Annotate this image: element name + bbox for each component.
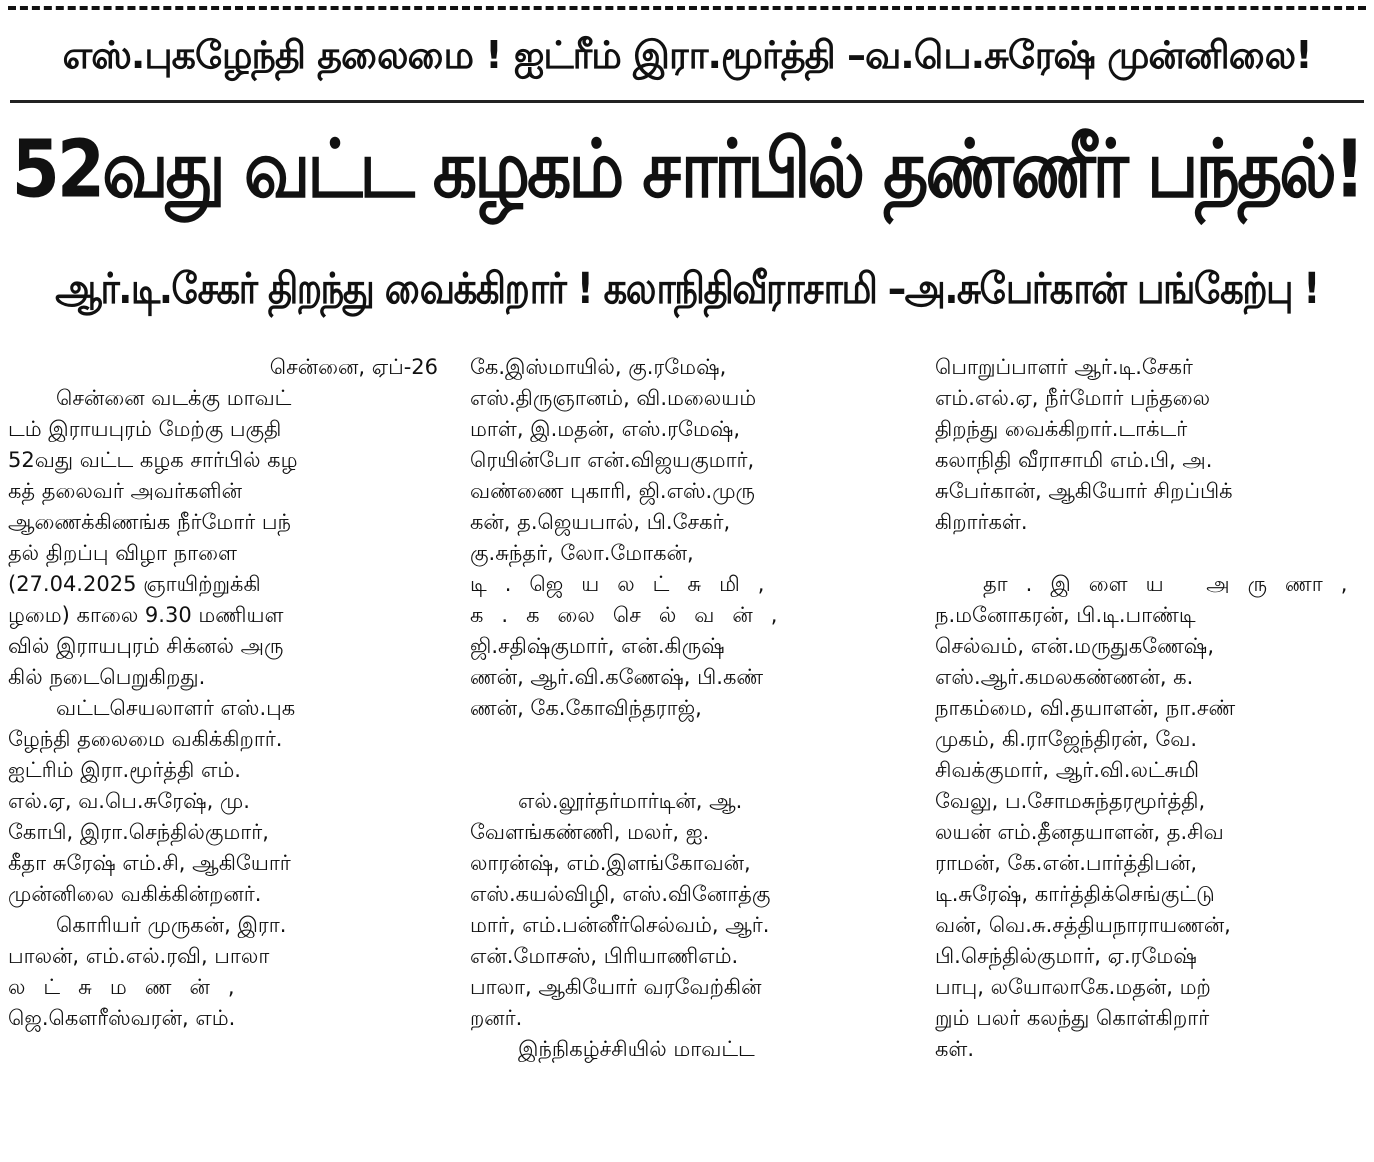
text-line: எஸ்.திருஞானம், வி.மலையம் bbox=[470, 386, 757, 410]
text-line: க.கலைசெல்வன், bbox=[470, 603, 796, 627]
kicker-line: எஸ்.புகழேந்தி தலைமை ! ஐட்ரீம் இரா.மூர்த்தி –வ.பெ.சுரேஷ் முன்னிலை! bbox=[62, 33, 1312, 77]
text-line: சுபேர்கான், ஆகியோர் சிறப்பிக் bbox=[935, 479, 1233, 503]
text-line: ணன், கே.கோவிந்தராஜ், bbox=[470, 696, 702, 720]
text-line: கே.இஸ்மாயில், கு.ரமேஷ், bbox=[470, 355, 727, 379]
text-line: கத் தலைவர் அவர்களின் bbox=[8, 479, 242, 503]
text-line: ஜி.சதிஷ்குமார், என்.கிருஷ் bbox=[470, 634, 725, 658]
text-line: றும் பலர் கலந்து கொள்கிறார் bbox=[935, 1006, 1210, 1030]
article-column-3 bbox=[935, 352, 1365, 1157]
text-line: பொறுப்பாளர் ஆர்.டி.சேகர் bbox=[935, 355, 1193, 379]
paragraph-gap bbox=[470, 724, 900, 755]
text-line: ழமை) காலை 9.30 மணியள bbox=[8, 603, 284, 627]
paragraph-gap bbox=[935, 538, 1365, 569]
paragraph-gap bbox=[470, 755, 900, 786]
text-line: ஜெ.கௌரீஸ்வரன், எம். bbox=[8, 1006, 236, 1030]
text-line: கில் நடைபெறுகிறது. bbox=[8, 665, 206, 689]
text-line: கலாநிதி வீராசாமி எம்.பி, அ. bbox=[935, 448, 1213, 472]
text-line: லட்சுமணன், bbox=[8, 975, 253, 999]
text-line: டம் இராயபுரம் மேற்கு பகுதி bbox=[8, 417, 282, 441]
text-line: பாலா, ஆகியோர் வரவேற்கின் bbox=[470, 975, 762, 999]
text-line: (27.04.2025 ஞாயிற்றுக்கி bbox=[8, 572, 261, 596]
text-line: வில் இராயபுரம் சிக்னல் அரு bbox=[8, 634, 284, 658]
article-column-2 bbox=[470, 352, 900, 1157]
text-line: வட்டசெயலாளர் எஸ்.புக bbox=[56, 696, 296, 720]
text-line: செல்வம், என்.மருதுகணேஷ், bbox=[935, 634, 1214, 658]
text-line: எல்.ஏ, வ.பெ.சுரேஷ், மு. bbox=[8, 789, 250, 813]
text-line: நாகம்மை, வி.தயாளன், நா.சண் bbox=[935, 696, 1236, 720]
text-line: தா.இளைய அருணா, bbox=[983, 572, 1365, 596]
text-line: சிவக்குமார், ஆர்.வி.லட்சுமி bbox=[935, 758, 1199, 782]
top-dashed-border bbox=[8, 6, 1366, 10]
text-line: கன், த.ஜெயபால், பி.சேகர், bbox=[470, 510, 731, 534]
text-line: ஆணைக்கிணங்க நீர்மோர் பந் bbox=[8, 510, 291, 534]
text-line: எம்.எல்.ஏ, நீர்மோர் பந்தலை bbox=[935, 386, 1211, 410]
text-line: வன், வெ.சு.சத்தியநாராயணன், bbox=[935, 913, 1231, 937]
headline: 52வது வட்ட கழகம் சார்பில் தண்ணீர் பந்தல்! bbox=[11, 123, 1363, 216]
text-line: வேளங்கண்ணி, மலர், ஐ. bbox=[470, 820, 710, 844]
text-line: தல் திறப்பு விழா நாளை bbox=[8, 541, 237, 565]
text-line: ரெயின்போ என்.விஜயகுமார், bbox=[470, 448, 755, 472]
text-line: மார், எம்.பன்னீர்செல்வம், ஆர். bbox=[470, 913, 770, 937]
text-line: ணன், ஆர்.வி.கணேஷ், பி.கண் bbox=[470, 665, 764, 689]
text-line: சென்னை வடக்கு மாவட் bbox=[56, 386, 292, 410]
text-line: எஸ்.கயல்விழி, எஸ்.வினோத்கு bbox=[470, 882, 771, 906]
text-line: வேலு, ப.சோமசுந்தரமூர்த்தி, bbox=[935, 789, 1206, 813]
text-line: கிறார்கள். bbox=[935, 510, 1028, 534]
text-line: பாலன், எம்.எல்.ரவி, பாலா bbox=[8, 944, 270, 968]
text-line: கோபி, இரா.செந்தில்குமார், bbox=[8, 820, 269, 844]
text-line: ந.மனோகரன், பி.டி.பாண்டி bbox=[935, 603, 1196, 627]
text-line: றனர். bbox=[470, 1006, 523, 1030]
text-line: முன்னிலை வகிக்கின்றனர். bbox=[8, 882, 262, 906]
text-line: ழேந்தி தலைமை வகிக்கிறார். bbox=[8, 727, 283, 751]
text-line: எஸ்.ஆர்.கமலகண்ணன், க. bbox=[935, 665, 1194, 689]
text-line: டி.ஜெயலட்சுமி, bbox=[470, 572, 783, 596]
text-line: கள். bbox=[935, 1037, 975, 1061]
text-line: லயன் எம்.தீனதயாளன், த.சிவ bbox=[935, 820, 1224, 844]
text-line: மாள், இ.மதன், எஸ்.ரமேஷ், bbox=[470, 417, 741, 441]
text-line: டி.சுரேஷ், கார்த்திக்செங்குட்டு bbox=[935, 882, 1215, 906]
text-line: என்.மோசஸ், பிரியாணிஎம். bbox=[470, 944, 739, 968]
text-line: எல்.லூர்தர்மார்டின், ஆ. bbox=[518, 789, 743, 813]
article-column-1 bbox=[8, 352, 438, 1157]
text-line: வண்ணை புகாரி, ஜி.எஸ்.முரு bbox=[470, 479, 756, 503]
text-line: பி.செந்தில்குமார், ஏ.ரமேஷ் bbox=[935, 944, 1197, 968]
text-line: 52வது வட்ட கழக சார்பில் கழ bbox=[8, 448, 298, 472]
text-line: இந்நிகழ்ச்சியில் மாவட்ட bbox=[518, 1037, 755, 1061]
text-line: கொரியர் முருகன், இரா. bbox=[56, 913, 287, 937]
text-line: ஐட்ரிம் இரா.மூர்த்தி எம். bbox=[8, 758, 241, 782]
text-line: கு.சுந்தர், லோ.மோகன், bbox=[470, 541, 694, 565]
text-line: பாபு, லயோலாகே.மதன், மற் bbox=[935, 975, 1211, 999]
text-line: திறந்து வைக்கிறார்.டாக்டர் bbox=[935, 417, 1188, 441]
text-line: லாரன்ஷ், எம்.இளங்கோவன், bbox=[470, 851, 751, 875]
text-line: கீதா சுரேஷ் எம்.சி, ஆகியோர் bbox=[8, 851, 291, 875]
dateline: சென்னை, ஏப்-26 bbox=[269, 355, 438, 379]
text-line: முகம், கி.ராஜேந்திரன், வே. bbox=[935, 727, 1198, 751]
subheadline: ஆர்.டி.சேகர் திறந்து வைக்கிறார் ! கலாநிதிவீராசாமி –அ.சுபேர்கான் பங்கேற்பு ! bbox=[55, 263, 1319, 314]
text-line: ராமன், கே.என்.பார்த்திபன், bbox=[935, 851, 1197, 875]
